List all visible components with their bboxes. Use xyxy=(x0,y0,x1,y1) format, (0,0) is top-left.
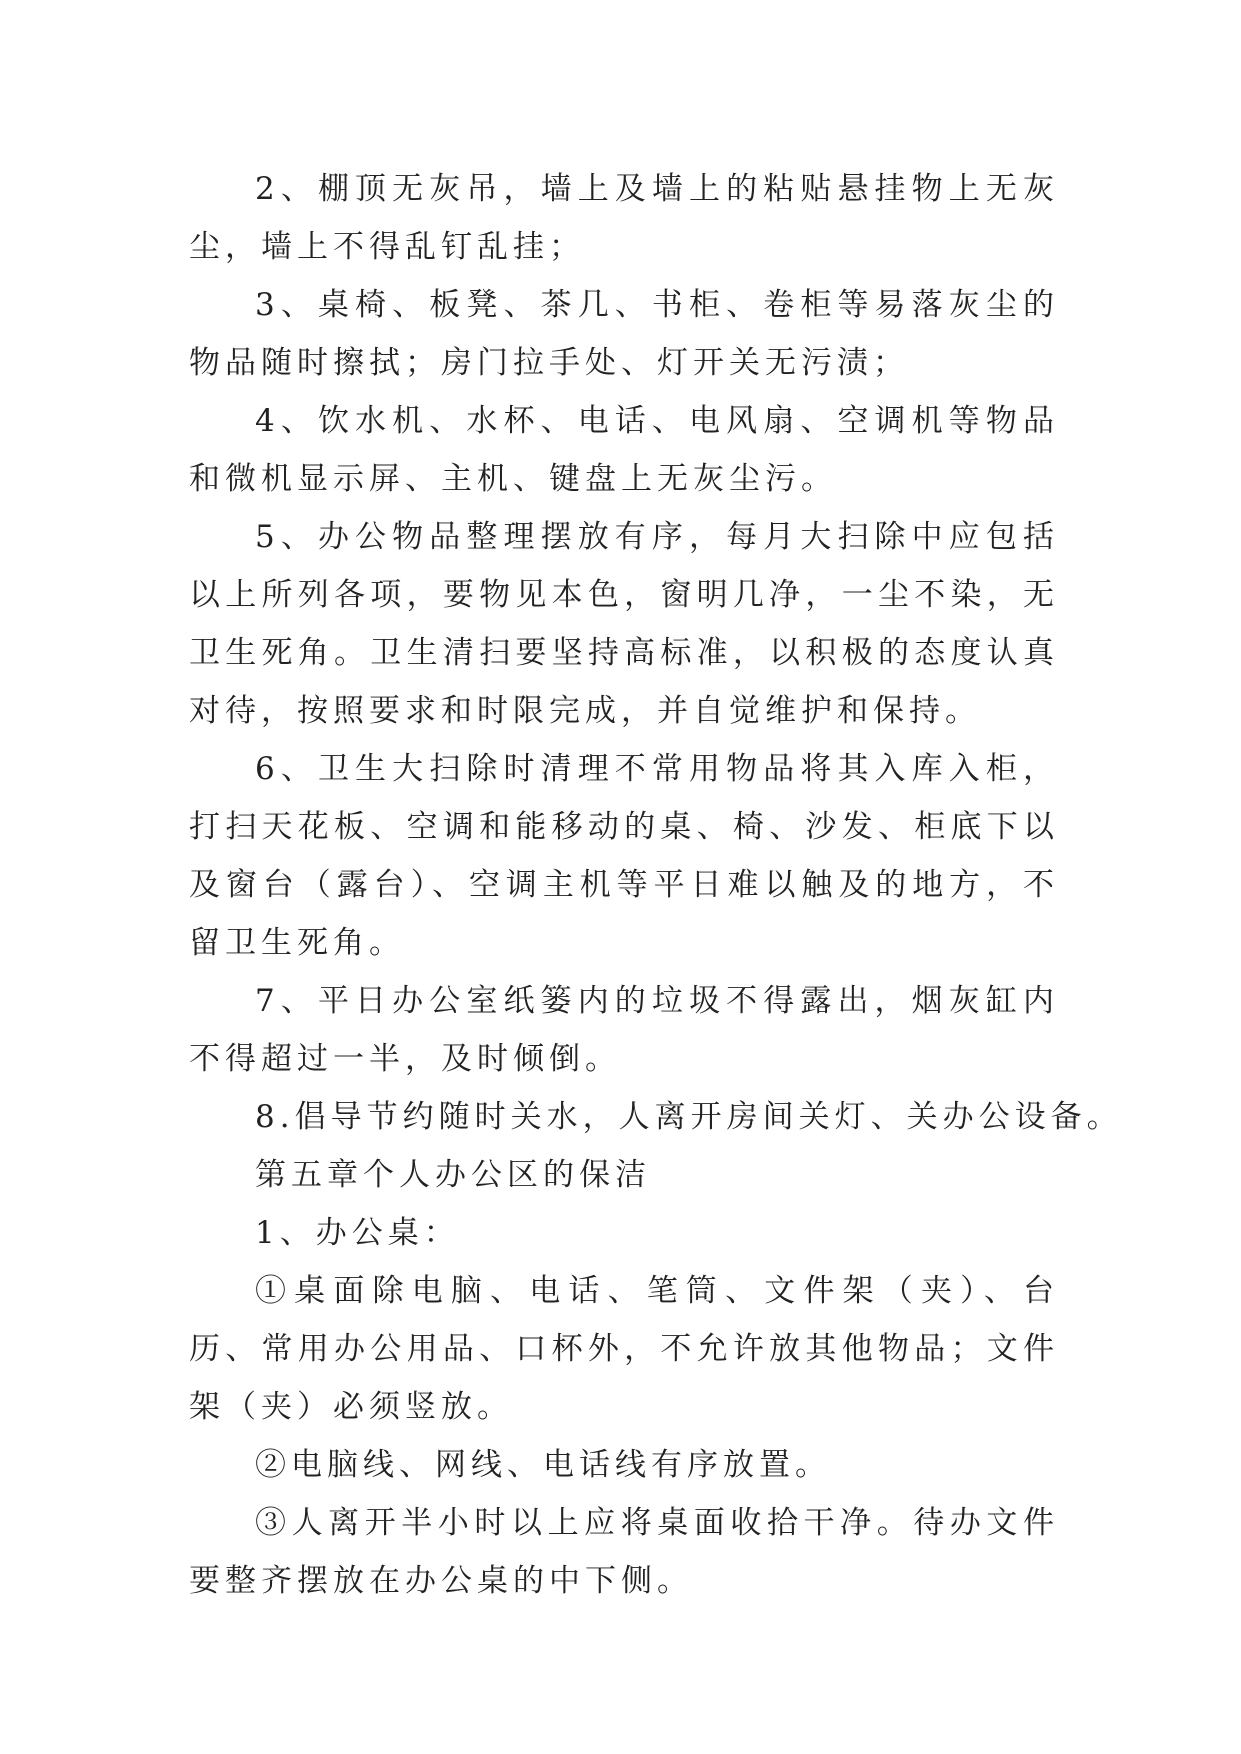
paragraph-item-5: 5、办公物品整理摆放有序，每月大扫除中应包括以上所列各项，要物见本色，窗明几净，一尘不染，无卫生死角。卫生清扫要坚持高标准，以积极的态度认真对待，按照要求和时限完成，并自觉维护和保持。 xyxy=(189,519,1059,729)
paragraph-item-2: 2、棚顶无灰吊，墙上及墙上的粘贴悬挂物上无灰尘，墙上不得乱钉乱挂； xyxy=(189,171,1059,265)
desk-rule-2: ②电脑线、网线、电话线有序放置。 xyxy=(255,1447,831,1483)
paragraph-item-3: 3、桌椅、板凳、茶几、书柜、卷柜等易落灰尘的物品随时擦拭；房门拉手处、灯开关无污渍； xyxy=(189,287,1059,381)
desk-rule-3: ③人离开半小时以上应将桌面收拾干净。待办文件要整齐摆放在办公桌的中下侧。 xyxy=(189,1505,1059,1599)
paragraph-item-8: 8.倡导节约随时关水，人离开房间关灯、关办公设备。 xyxy=(255,1099,1123,1135)
document-body xyxy=(189,160,1123,1610)
section-heading-desk: 1、办公桌： xyxy=(255,1215,460,1251)
desk-rule-1: ①桌面除电脑、电话、笔筒、文件架（夹）、台历、常用办公用品、口杯外，不允许放其他物品；文件架（夹）必须竖放。 xyxy=(189,1273,1059,1425)
chapter-heading: 第五章个人办公区的保洁 xyxy=(255,1157,651,1193)
paragraph-item-7: 7、平日办公室纸篓内的垃圾不得露出，烟灰缸内不得超过一半，及时倾倒。 xyxy=(189,983,1059,1077)
paragraph-item-4: 4、饮水机、水杯、电话、电风扇、空调机等物品和微机显示屏、主机、键盘上无灰尘污。 xyxy=(189,403,1059,497)
paragraph-item-6: 6、卫生大扫除时清理不常用物品将其入库入柜，打扫天花板、空调和能移动的桌、椅、沙发、柜底下以及窗台（露台）、空调主机等平日难以触及的地方，不留卫生死角。 xyxy=(189,751,1059,961)
